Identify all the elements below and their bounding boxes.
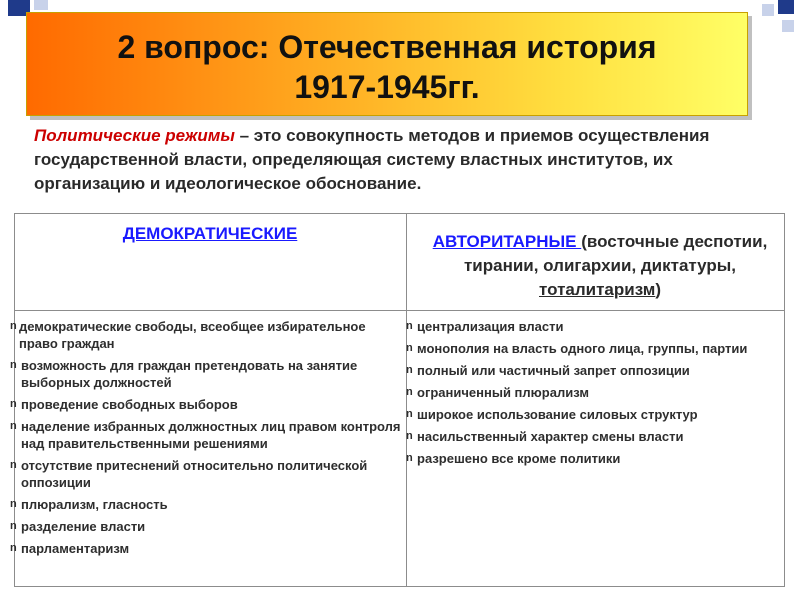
list-item-text: парламентаризм (21, 541, 130, 556)
list-item-text: полный или частичный запрет оппозиции (417, 363, 690, 378)
bullet-icon: n (406, 342, 413, 354)
list-item (10, 540, 402, 557)
bullet-icon: n (10, 498, 17, 510)
list-item-text: разрешено все кроме политики (417, 451, 621, 466)
slide-title-line-2: 1917-1945гг. (294, 69, 480, 105)
corner-square-light (34, 0, 48, 10)
bullet-icon: n (10, 398, 17, 410)
list-item (406, 406, 782, 423)
list-item (10, 418, 402, 452)
list-item-text: плюрализм, гласность (21, 497, 168, 512)
list-item (10, 457, 402, 491)
bullet-icon: n (406, 408, 413, 420)
bullet-icon: n (406, 452, 413, 464)
header-authoritarian-detail: (восточные деспотии, тирании, олигархии, диктатуры, (463, 232, 768, 275)
bullet-icon: n (10, 542, 17, 554)
list-item (10, 318, 402, 352)
bullet-icon: n (406, 364, 413, 376)
bullet-icon: n (10, 520, 17, 532)
list-item-text: наделение избранных должностных лиц правом контроля над правительственными решениями (21, 419, 401, 451)
list-item (406, 340, 782, 357)
list-item (10, 518, 402, 535)
definition-text: – это совокупность методов и приемов осуществления государственной власти, определяющая систему властных институтов, их организацию и идеологическое обоснование. (34, 126, 710, 193)
bullet-icon: n (406, 320, 413, 332)
list-item-text: монополия на власть одного лица, группы, партии (417, 341, 748, 356)
definition-term: Политические режимы (34, 126, 235, 145)
corner-square-light (782, 20, 794, 32)
bullet-icon: n (406, 386, 413, 398)
slide-title-banner (26, 12, 748, 116)
bullet-icon: n (406, 430, 413, 442)
corner-square-light (762, 4, 774, 16)
list-item-text: широкое использование силовых структур (417, 407, 698, 422)
corner-square-dark (778, 0, 794, 14)
bullet-icon: n (10, 359, 17, 371)
slide-title-line-1: 2 вопрос: Отечественная история (117, 29, 657, 65)
header-authoritarian-term: АВТОРИТАРНЫЕ (432, 232, 582, 251)
header-authoritarian-close: ) (655, 280, 661, 299)
bullet-icon: n (10, 320, 17, 332)
authoritarian-features-list (406, 318, 782, 472)
list-item (406, 428, 782, 445)
list-item-text: разделение власти (21, 519, 146, 534)
list-item-text: централизация власти (417, 319, 564, 334)
list-item (10, 357, 402, 391)
list-item-text: демократические свободы, всеобщее избирательное право граждан (19, 319, 366, 351)
bullet-icon: n (10, 459, 17, 471)
header-authoritarian (430, 230, 770, 302)
list-item-text: насильственный характер смены власти (417, 429, 684, 444)
list-item (406, 362, 782, 379)
list-item-text: проведение свободных выборов (21, 397, 238, 412)
list-item (10, 496, 402, 513)
list-item (406, 450, 782, 467)
list-item-text: возможность для граждан претендовать на занятие выборных должностей (21, 358, 358, 390)
list-item-text: ограниченный плюрализм (417, 385, 589, 400)
bullet-icon: n (10, 420, 17, 432)
table-row-divider (14, 310, 785, 311)
header-totalitarianism: тоталитаризм (539, 280, 656, 299)
definition-paragraph (34, 124, 774, 196)
header-democratic: ДЕМОКРАТИЧЕСКИЕ (122, 224, 298, 243)
democratic-features-list (10, 318, 402, 562)
list-item (10, 396, 402, 413)
list-item (406, 384, 782, 401)
list-item (406, 318, 782, 335)
list-item-text: отсутствие притеснений относительно политической оппозиции (21, 458, 368, 490)
